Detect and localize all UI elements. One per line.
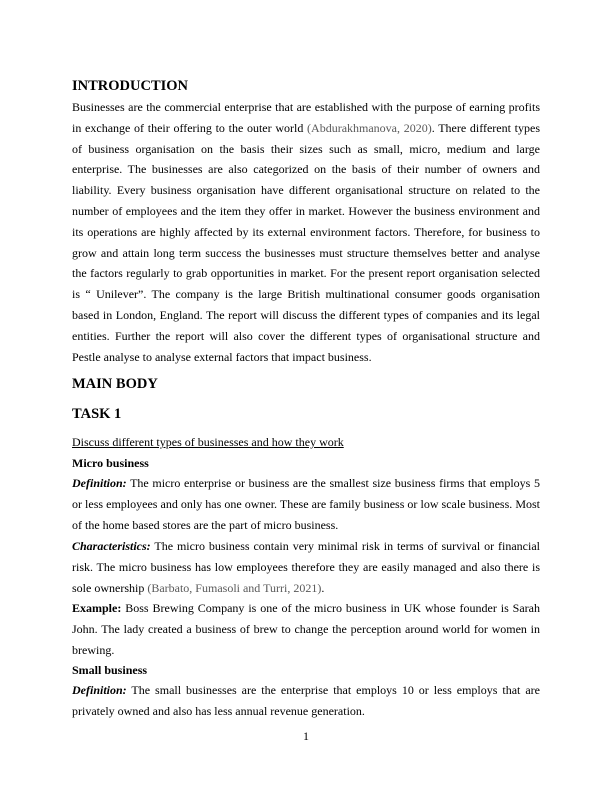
micro-example-paragraph xyxy=(72,598,540,660)
micro-definition-label: Definition: xyxy=(72,476,127,490)
micro-characteristics-text: The micro business contain very minimal risk in terms of survival or financial risk. The micro business has low employees therefore they are easily managed and also there is sole ownership xyxy=(72,539,540,595)
small-business-heading: Small business xyxy=(72,663,148,677)
micro-definition-text: The micro enterprise or business are the smallest size business firms that employs 5 or less employees and only has one owner. These are family business or low scale business. Most of the home based stores are the part of micro business. xyxy=(72,476,540,532)
introduction-text-start: Businesses are the commercial enterprise that are established with the purpose of earning profits in exchange of their offering to the outer world xyxy=(72,100,540,135)
introduction-paragraph xyxy=(72,97,540,367)
page-number: 1 xyxy=(303,729,309,743)
micro-example-text: Boss Brewing Company is one of the micro business in UK whose founder is Sarah John. The lady created a business of brew to change the perception around world for women in brewing. xyxy=(72,601,540,657)
introduction-text-rest: . There different types of business organisation on the basis their sizes such as small, micro, medium and large enterprise. The businesses are also categorized on the basis of their number of owners and liability. Every business organisation have different organisational structure on related to the number of employees and the item they offer in market. However the business environment and its operations are highly affected by its external environment factors. Therefore, for business to grow and attain long term success the businesses must structure themselves better and analyse the factors regularly to grab opportunities in market. For the present report organisation selected is “ Unilever”. The company is the large British multinational consumer goods organisation based in London, England. The report will discuss the different types of companies and its legal entities. Further the report will also cover the different types of organisational structure and Pestle analyse to analyse external factors that impact business. xyxy=(72,120,540,364)
micro-characteristics-label: Characteristics: xyxy=(72,539,151,553)
small-definition-label: Definition: xyxy=(72,683,127,697)
micro-business-heading: Micro business xyxy=(72,456,149,470)
introduction-heading: INTRODUCTION xyxy=(72,78,189,94)
micro-characteristics-paragraph xyxy=(72,536,540,598)
micro-example-label: Example: xyxy=(72,601,122,615)
micro-definition-paragraph xyxy=(72,473,540,535)
citation-abdurakhmanova: (Abdurakhmanova, 2020) xyxy=(307,120,432,135)
main-body-heading: MAIN BODY xyxy=(72,376,158,392)
small-definition-text: The small businesses are the enterprise that employs 10 or less employs that are privately owned and also has less annual revenue generation. xyxy=(72,683,540,718)
section-subtitle: Discuss different types of businesses and how they work xyxy=(72,435,344,449)
citation-barbato: (Barbato, Fumasoli and Turri, 2021) xyxy=(147,580,322,595)
task-1-heading: TASK 1 xyxy=(72,406,122,422)
micro-characteristics-end: . xyxy=(321,580,325,595)
small-definition-paragraph xyxy=(72,680,540,722)
